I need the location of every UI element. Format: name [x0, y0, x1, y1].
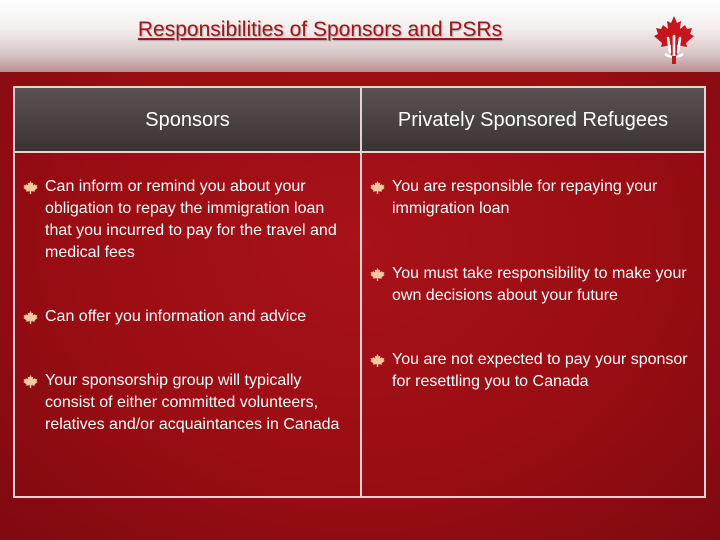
- list-item-text: Your sponsorship group will typically consist of either committed volunteers, relatives and/or acquaintances in Canada: [45, 372, 340, 433]
- list-item: [15, 176, 355, 264]
- list-item-text: Can offer you information and advice: [45, 308, 307, 325]
- maple-leaf-bullet-icon: [23, 181, 38, 194]
- list-item-text: You must take responsibility to make your own decisions about your future: [392, 265, 687, 304]
- list-item-text: You are not expected to pay your sponsor for resettling you to Canada: [392, 351, 688, 390]
- sponsors-header: Sponsors: [145, 108, 230, 131]
- list-item: [362, 349, 702, 393]
- maple-leaf-bullet-icon: [23, 311, 38, 324]
- list-item: [15, 370, 355, 436]
- maple-leaf-icon: [646, 12, 702, 68]
- maple-leaf-bullet-icon: [370, 354, 385, 367]
- title-bar: [0, 0, 720, 72]
- maple-leaf-bullet-icon: [23, 375, 38, 388]
- maple-leaf-bullet-icon: [370, 181, 385, 194]
- list-item: [362, 263, 702, 307]
- list-item: [362, 176, 702, 220]
- psr-header: Privately Sponsored Refugees: [397, 108, 669, 131]
- list-item: [15, 306, 355, 328]
- maple-leaf-bullet-icon: [370, 268, 385, 281]
- slide-title: Responsibilities of Sponsors and PSRs: [137, 18, 503, 41]
- list-item-text: Can inform or remind you about your obligation to repay the immigration loan that you incurred to pay for the travel and medical fees: [45, 178, 337, 261]
- responsibilities-table: [13, 86, 706, 498]
- list-item-text: You are responsible for repaying your immigration loan: [392, 178, 658, 217]
